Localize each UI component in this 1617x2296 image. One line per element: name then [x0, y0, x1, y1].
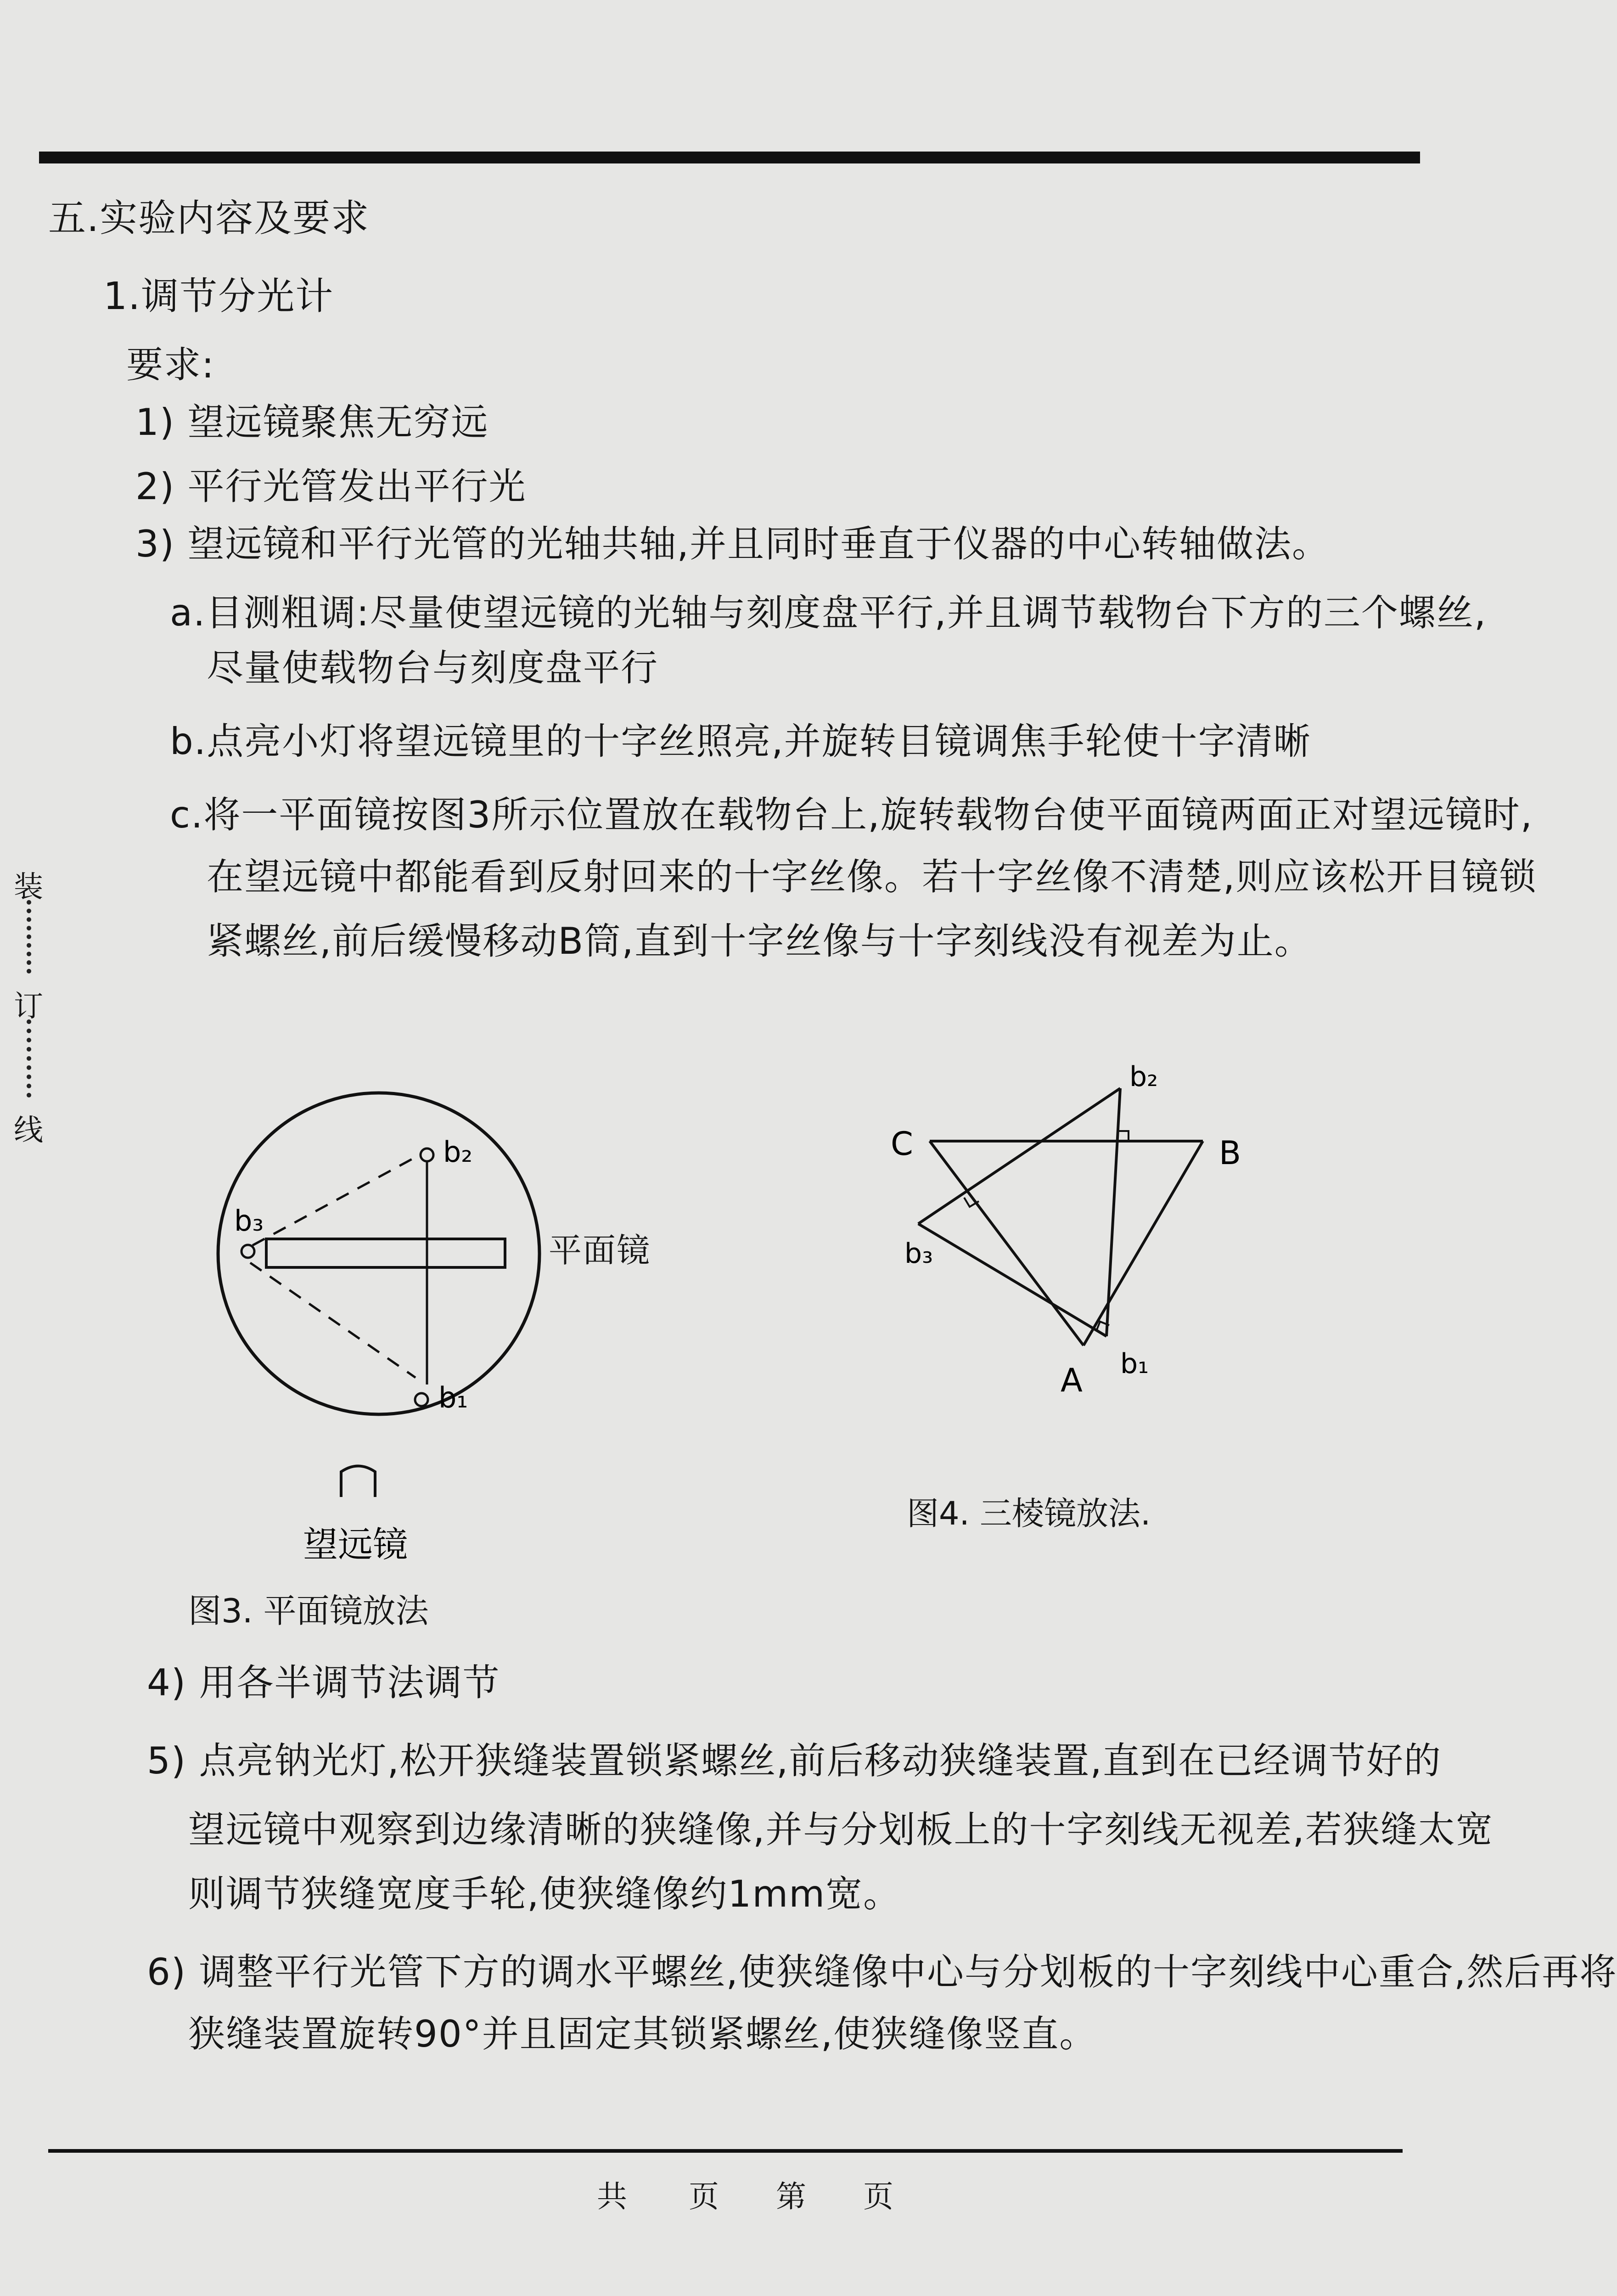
- label-C: C: [891, 1125, 913, 1163]
- item-6-line1: 6) 调整平行光管下方的调水平螺丝,使狭缝像中心与分划板的十字刻线中心重合,然后再将: [147, 1951, 1617, 1993]
- requirement-3: 3) 望远镜和平行光管的光轴共轴,并且同时垂直于仪器的中心转轴做法。: [135, 523, 1330, 565]
- dashed-line-lower: [250, 1263, 415, 1378]
- bottom-rule: [48, 2149, 1403, 2153]
- subsection-title: 1.调节分光计: [103, 275, 334, 318]
- label-b1: b₁: [1120, 1348, 1149, 1380]
- label-plane-mirror: 平面镜: [549, 1231, 651, 1270]
- figure-3-caption: 图3. 平面镜放法: [188, 1592, 429, 1630]
- label-b3: b₃: [904, 1238, 933, 1270]
- telescope-icon: [341, 1466, 375, 1497]
- top-rule: [39, 152, 1420, 163]
- step-b: b.点亮小灯将望远镜里的十字丝照亮,并旋转目镜调焦手轮使十字清晰: [170, 720, 1311, 763]
- item-5-line2: 望远镜中观察到边缘清晰的狭缝像,并与分划板上的十字刻线无视差,若狭缝太宽: [188, 1808, 1493, 1851]
- line-b3-b1: [918, 1224, 1106, 1336]
- section-title: 五.实验内容及要求: [48, 197, 370, 240]
- label-b1: b₁: [438, 1381, 468, 1414]
- dashed-line-upper: [253, 1157, 415, 1245]
- footer-di: 第: [776, 2179, 806, 2214]
- binding-dots-upper: [27, 900, 31, 974]
- right-angle-mark-top: [1118, 1131, 1129, 1141]
- item-5-line3: 则调节狭缝宽度手轮,使狭缝像约1mm宽。: [188, 1873, 901, 1915]
- plane-mirror-rect: [266, 1239, 505, 1267]
- binding-dots-lower: [27, 1019, 31, 1097]
- label-b2: b₂: [443, 1135, 473, 1169]
- step-c-line1: c.将一平面镜按图3所示位置放在载物台上,旋转载物台使平面镜两面正对望远镜时,: [170, 793, 1533, 836]
- step-c-line3: 紧螺丝,前后缓慢移动B筒,直到十字丝像与十字刻线没有视差为止。: [207, 920, 1312, 962]
- step-c-line2: 在望远镜中都能看到反射回来的十字丝像。若十字丝像不清楚,则应该松开目镜锁: [207, 855, 1537, 898]
- step-a-line1: a.目测粗调:尽量使望远镜的光轴与刻度盘平行,并且调节载物台下方的三个螺丝,: [170, 591, 1487, 634]
- requirement-1: 1) 望远镜聚焦无穷远: [135, 401, 489, 444]
- requirement-2: 2) 平行光管发出平行光: [135, 465, 527, 508]
- screw-b2: [421, 1148, 433, 1161]
- line-b2-b3: [918, 1088, 1120, 1224]
- label-telescope: 望远镜: [303, 1524, 408, 1565]
- screw-b3: [241, 1245, 254, 1258]
- figure-3-plane-mirror: [211, 1093, 670, 1580]
- label-A: A: [1061, 1362, 1083, 1399]
- label-b3: b₃: [234, 1204, 264, 1238]
- item-5-line1: 5) 点亮钠光灯,松开狭缝装置锁紧螺丝,前后移动狭缝装置,直到在已经调节好的: [147, 1739, 1442, 1782]
- label-b2: b₂: [1129, 1061, 1158, 1093]
- binding-char-ding: 订: [14, 990, 43, 1024]
- binding-char-zhuang: 装: [14, 870, 43, 904]
- item-4: 4) 用各半调节法调节: [147, 1661, 500, 1704]
- binding-char-xian: 线: [14, 1114, 43, 1148]
- footer-gong: 共: [597, 2179, 627, 2214]
- binding-margin: [14, 863, 46, 1157]
- figure-4-prism: [872, 1052, 1267, 1419]
- figure-4-caption: 图4. 三棱镜放法.: [907, 1495, 1151, 1532]
- normal-line: [1106, 1088, 1120, 1336]
- side-BA: [1084, 1141, 1203, 1345]
- footer-ye-2: 页: [863, 2179, 893, 2214]
- label-B: B: [1219, 1134, 1241, 1172]
- footer-ye-1: 页: [689, 2179, 719, 2214]
- screw-b1: [415, 1393, 428, 1406]
- step-a-line2: 尽量使载物台与刻度盘平行: [207, 647, 658, 689]
- requirements-label: 要求:: [126, 343, 215, 386]
- item-6-line2: 狭缝装置旋转90°并且固定其锁紧螺丝,使狭缝像竖直。: [188, 2013, 1097, 2055]
